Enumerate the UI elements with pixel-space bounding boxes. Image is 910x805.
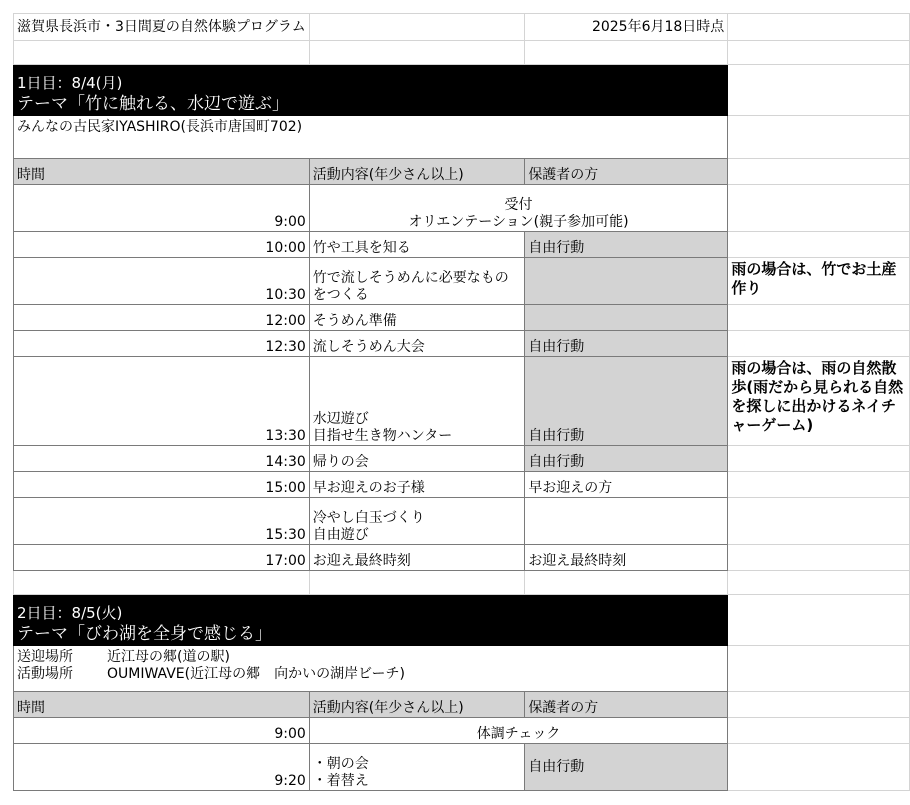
time-cell[interactable] (14, 258, 310, 305)
col-activity-label: 活動内容(年少さん以上) (312, 167, 464, 183)
guardian-cell[interactable] (525, 545, 728, 571)
guardian-text: 自由行動 (528, 758, 585, 775)
day2-theme: テーマ「びわ湖を全身で感じる」 (17, 624, 272, 644)
empty-cell[interactable] (728, 498, 910, 545)
empty-cell[interactable] (728, 65, 910, 116)
time-cell[interactable] (14, 305, 310, 331)
col-activity-label: 活動内容(年少さん以上) (312, 700, 464, 716)
activity-text: そうめん準備 (312, 313, 397, 329)
activity-cell[interactable] (309, 545, 525, 571)
health-check-cell[interactable] (309, 718, 728, 744)
empty-cell[interactable] (728, 718, 910, 744)
empty-cell[interactable] (728, 472, 910, 498)
empty-cell[interactable] (309, 14, 525, 41)
as-of-cell[interactable] (525, 14, 728, 41)
activity-cell[interactable] (309, 357, 525, 446)
empty-cell[interactable] (309, 571, 525, 595)
time-value: 9:20 (274, 773, 306, 789)
orientation-line: オリエンテーション(親子参加可能) (408, 214, 629, 230)
rain-walk-note: 雨の場合は、雨の自然散歩(雨だから見られる自然を探しに出かけるネイチャーゲーム) (731, 359, 904, 434)
guardian-cell[interactable] (525, 232, 728, 258)
activity-text: 冷やし白玉づくり (312, 510, 425, 526)
time-cell[interactable] (14, 498, 310, 545)
time-cell[interactable] (14, 357, 310, 446)
schedule-sheet (13, 13, 910, 791)
guardian-cell[interactable] (525, 446, 728, 472)
pickup-label: 送迎場所 (17, 649, 73, 665)
time-value: 12:30 (265, 339, 306, 355)
health-check-text: 体調チェック (476, 726, 561, 742)
guardian-text: 自由行動 (528, 240, 585, 256)
pickup-value: 近江母の郷(道の駅) (107, 649, 230, 665)
time-cell[interactable] (14, 331, 310, 357)
activity-text: お迎え最終時刻 (312, 553, 411, 569)
col-time-label: 時間 (17, 700, 45, 716)
empty-cell[interactable] (525, 41, 728, 65)
guardian-text: お迎え最終時刻 (528, 553, 627, 569)
guardian-cell[interactable] (525, 305, 728, 331)
activity-text: 竹や工具を知る (312, 240, 411, 256)
reception-cell[interactable] (309, 185, 728, 232)
time-cell[interactable] (14, 472, 310, 498)
time-value: 13:30 (265, 428, 306, 444)
col-guardian-label: 保護者の方 (528, 700, 599, 716)
day1-label: 1日目：8/4(月) (17, 74, 123, 92)
time-value: 12:00 (265, 313, 306, 329)
guardian-cell[interactable] (525, 472, 728, 498)
time-value: 9:00 (274, 726, 306, 742)
activity-text: 帰りの会 (312, 454, 369, 470)
empty-cell[interactable] (728, 571, 910, 595)
activity-text: 早お迎えのお子様 (312, 480, 425, 496)
col-activity-header[interactable] (309, 159, 525, 185)
guardian-text: 早お迎えの方 (528, 480, 613, 496)
day1-location: みんなの古民家IYASHIRO(長浜市唐国町702) (17, 119, 303, 135)
empty-cell[interactable] (728, 159, 910, 185)
empty-cell[interactable] (728, 595, 910, 646)
empty-cell[interactable] (728, 744, 910, 791)
activity-cell[interactable] (309, 472, 525, 498)
guardian-cell[interactable] (525, 258, 728, 305)
col-activity-header[interactable] (309, 692, 525, 718)
guardian-text: 自由行動 (528, 454, 585, 470)
empty-cell[interactable] (728, 14, 910, 41)
time-cell[interactable] (14, 446, 310, 472)
empty-cell[interactable] (309, 41, 525, 65)
time-cell[interactable] (14, 545, 310, 571)
pickup-line (17, 649, 724, 666)
time-value: 10:00 (265, 240, 306, 256)
time-cell[interactable] (14, 744, 310, 791)
guardian-text: 自由行動 (528, 428, 585, 444)
guardian-cell[interactable] (525, 498, 728, 545)
time-cell[interactable] (14, 232, 310, 258)
reception-line: 受付 (504, 197, 533, 213)
guardian-cell[interactable] (525, 357, 728, 446)
activity-cell[interactable] (309, 258, 525, 305)
day2-label: 2日目：8/5(火) (17, 604, 123, 622)
day1-header[interactable] (14, 65, 728, 116)
time-value: 14:30 (265, 454, 306, 470)
rain-note-cell[interactable] (728, 357, 910, 446)
activity-text: 自由遊び (312, 527, 369, 543)
rain-note-cell[interactable] (728, 258, 910, 305)
time-value: 15:30 (265, 527, 306, 543)
empty-cell[interactable] (525, 571, 728, 595)
guardian-cell[interactable] (525, 744, 728, 791)
col-time-header[interactable] (14, 159, 310, 185)
time-cell[interactable] (14, 718, 310, 744)
day2-header[interactable] (14, 595, 728, 646)
guardian-cell[interactable] (525, 331, 728, 357)
activity-text: ・朝の会 (312, 756, 369, 772)
activity-text: 水辺遊び (312, 411, 369, 427)
empty-cell[interactable] (728, 305, 910, 331)
activity-cell[interactable] (309, 446, 525, 472)
activity-cell[interactable] (309, 331, 525, 357)
day1-location-cell[interactable] (14, 116, 728, 159)
empty-cell[interactable] (14, 571, 310, 595)
day2-location-cell[interactable] (14, 646, 728, 692)
empty-cell[interactable] (728, 646, 910, 692)
activity-cell[interactable] (309, 744, 525, 791)
col-guardian-label: 保護者の方 (528, 167, 599, 183)
time-value: 9:00 (274, 214, 306, 230)
time-cell[interactable] (14, 185, 310, 232)
empty-cell[interactable] (728, 232, 910, 258)
col-guardian-header[interactable] (525, 692, 728, 718)
page-title: 滋賀県長浜市・3日間夏の自然体験プログラム (17, 18, 306, 35)
empty-cell[interactable] (728, 446, 910, 472)
activity-place-line (17, 666, 724, 683)
time-value: 17:00 (265, 553, 306, 569)
empty-cell[interactable] (728, 331, 910, 357)
empty-cell[interactable] (728, 116, 910, 159)
empty-cell[interactable] (728, 545, 910, 571)
activity-cell[interactable] (309, 498, 525, 545)
activity-cell[interactable] (309, 305, 525, 331)
as-of-date: 2025年6月18日時点 (591, 18, 725, 35)
empty-cell[interactable] (728, 692, 910, 718)
time-value: 10:30 (265, 287, 306, 303)
activity-text: 流しそうめん大会 (312, 339, 425, 355)
activity-text: 竹で流しそうめんに必要なものをつくる (312, 270, 509, 303)
col-time-label: 時間 (17, 167, 45, 183)
activity-place-value: OUMIWAVE(近江母の郷 向かいの湖岸ビーチ) (107, 666, 406, 682)
rain-craft-note: 雨の場合は、竹でお土産作り (731, 260, 897, 297)
col-guardian-header[interactable] (525, 159, 728, 185)
time-value: 15:00 (265, 480, 306, 496)
guardian-text: 自由行動 (528, 339, 585, 355)
activity-cell[interactable] (309, 232, 525, 258)
activity-text: ・着替え (312, 773, 369, 789)
col-time-header[interactable] (14, 692, 310, 718)
empty-cell[interactable] (14, 41, 310, 65)
title-cell[interactable] (14, 14, 310, 41)
day1-theme: テーマ「竹に触れる、水辺で遊ぶ」 (17, 94, 289, 114)
empty-cell[interactable] (728, 41, 910, 65)
empty-cell[interactable] (728, 185, 910, 232)
activity-text: 目指せ生き物ハンター (312, 428, 453, 444)
activity-place-label: 活動場所 (17, 666, 73, 682)
